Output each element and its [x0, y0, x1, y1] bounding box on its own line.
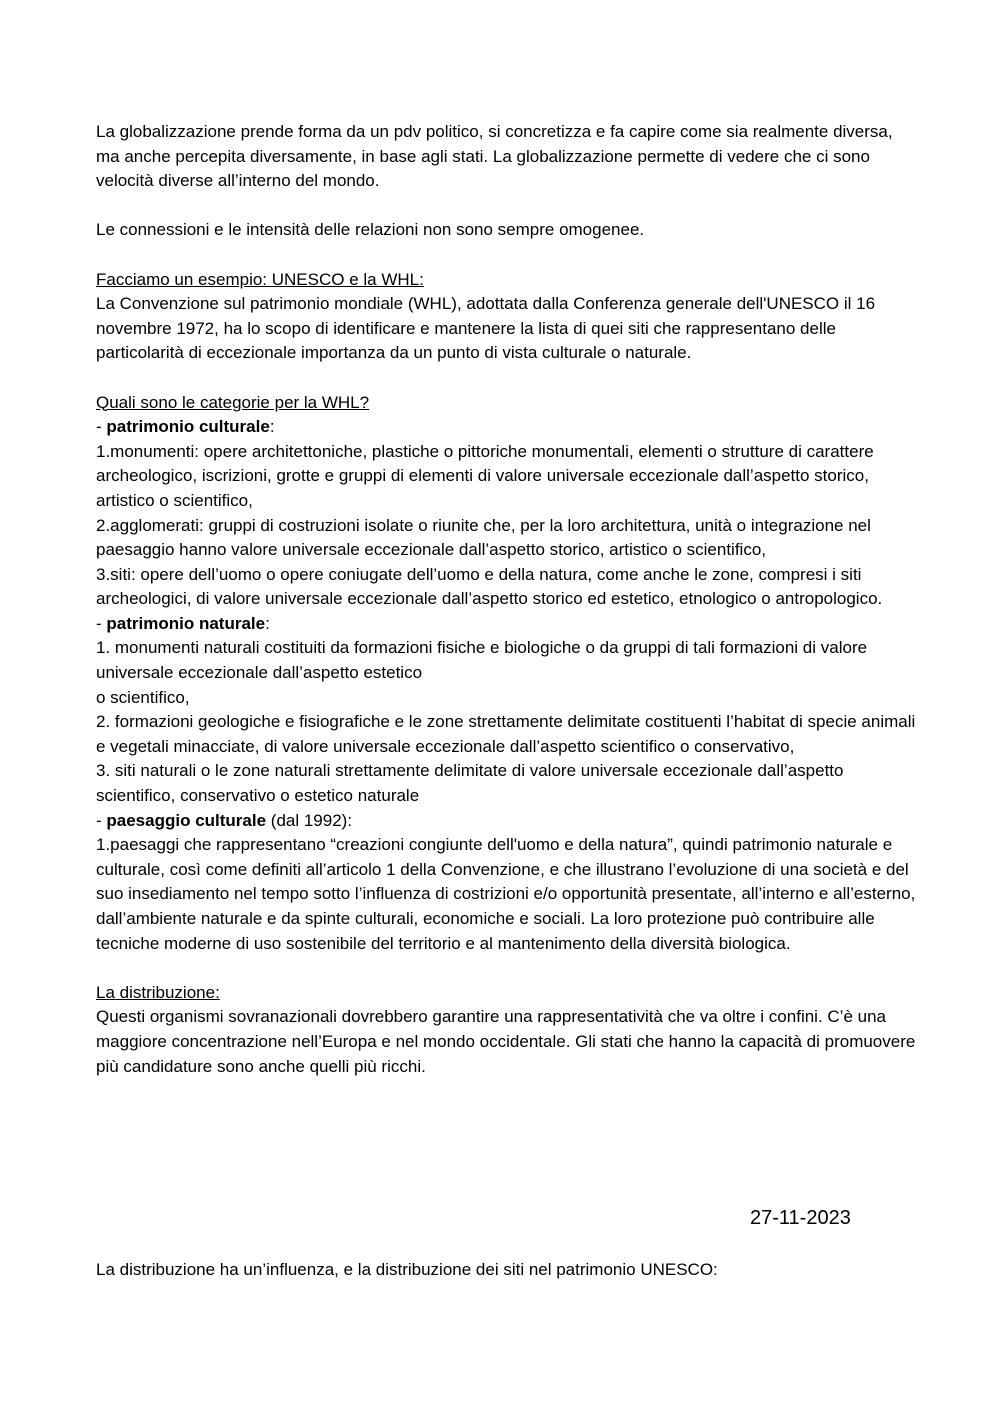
- natural-item: o scientifico,: [96, 687, 190, 707]
- category-cultural-title: patrimonio culturale: [106, 417, 270, 437]
- closing-paragraph: La distribuzione ha un’influenza, e la distribuzione dei siti nel patrimonio UNESCO:: [96, 1260, 718, 1279]
- connections-paragraph: Le connessioni e le intensità delle relazioni non sono sempre omogenee.: [96, 220, 645, 240]
- spacer: [96, 366, 916, 391]
- cultural-item: 2.agglomerati: gruppi di costruzioni isolate o riunite che, per la loro architettura, unità o integrazione nel paesaggio hanno valore universale eccezionale dall’aspetto storico, artistico o scientifico,: [96, 515, 871, 560]
- cultural-item: 3.siti: opere dell’uomo o opere coniugate dell’uomo e della natura, come anche le zone, compresi i siti archeologici, di valore universale eccezionale dall’aspetto storico ed estetico, etnologico o antropologico.: [96, 564, 883, 609]
- distribution-heading: La distribuzione:: [96, 982, 220, 1002]
- category-landscape-heading: - paesaggio culturale (dal 1992):: [96, 810, 353, 830]
- category-cultural-heading: - patrimonio culturale:: [96, 417, 275, 437]
- categories-heading: Quali sono le categorie per la WHL?: [96, 392, 370, 412]
- document-body: [96, 120, 916, 1079]
- distribution-paragraph: Questi organismi sovranazionali dovrebbero garantire una rappresentatività che va oltre i confini. C’è una maggiore concentrazione nell’Europa e nel mondo occidentale. Gli stati che hanno la capacità di promuovere più candidature sono anche quelli più ricchi.: [96, 1007, 916, 1076]
- category-natural-title: patrimonio naturale: [106, 613, 266, 633]
- example-heading: Facciamo un esempio: UNESCO e la WHL:: [96, 269, 424, 289]
- intro-paragraph: La globalizzazione prende forma da un pdv politico, si concretizza e fa capire come sia realmente diversa, ma anche percepita diversamente, in base agli stati. La globalizzazione permette di vedere che ci sono velocità diverse all’interno del mondo.: [96, 122, 893, 191]
- natural-item: 2. formazioni geologiche e fisiografiche e le zone strettamente delimitate costituenti l’habitat di specie animali e vegetali minacciate, di valore universale eccezionale dall’aspetto scientifico o conservativo,: [96, 712, 916, 756]
- natural-item: 1. monumenti naturali costituiti da formazioni fisiche e biologiche o da gruppi di tali formazioni di valore universale eccezionale dall’aspetto estetico: [96, 638, 868, 683]
- example-paragraph: La Convenzione sul patrimonio mondiale (WHL), adottata dalla Conferenza generale dell'UNESCO il 16 novembre 1972, ha lo scopo di identificare e mantenere la lista di quei siti che rappresentano delle particolarità di eccezionale importanza da un punto di vista culturale o naturale.: [96, 294, 876, 363]
- spacer: [96, 194, 916, 219]
- spacer: [96, 956, 916, 981]
- cultural-item: 1.monumenti: opere architettoniche, plastiche o pittoriche monumentali, elementi o strutture di carattere archeologico, iscrizioni, grotte e gruppi di elementi di valore universale eccezionale dall’aspetto storico, artistico o scientifico,: [96, 441, 874, 510]
- category-landscape-title: paesaggio culturale: [106, 810, 267, 830]
- landscape-item: 1.paesaggi che rappresentano “creazioni congiunte dell'uomo e della natura”, quindi patrimonio naturale e culturale, così come definiti all’articolo 1 della Convenzione, e che illustrano l’evoluzione di una società e del suo insediamento nel tempo sotto l’influenza di costrizioni e/o opportunità presentate, all’interno e all’esterno, dall’ambiente naturale e da spinte culturali, economiche e sociali. La loro protezione può contribuire alle tecniche moderne di uso sostenibile del territorio e al mantenimento della diversità biologica.: [96, 835, 916, 953]
- category-natural-heading: - patrimonio naturale:: [96, 613, 270, 633]
- lecture-date: 27-11-2023: [750, 1207, 851, 1229]
- spacer: [96, 243, 916, 268]
- natural-item: 3. siti naturali o le zone naturali strettamente delimitate di valore universale eccezionale dall’aspetto scientifico, conservativo o estetico naturale: [96, 761, 844, 806]
